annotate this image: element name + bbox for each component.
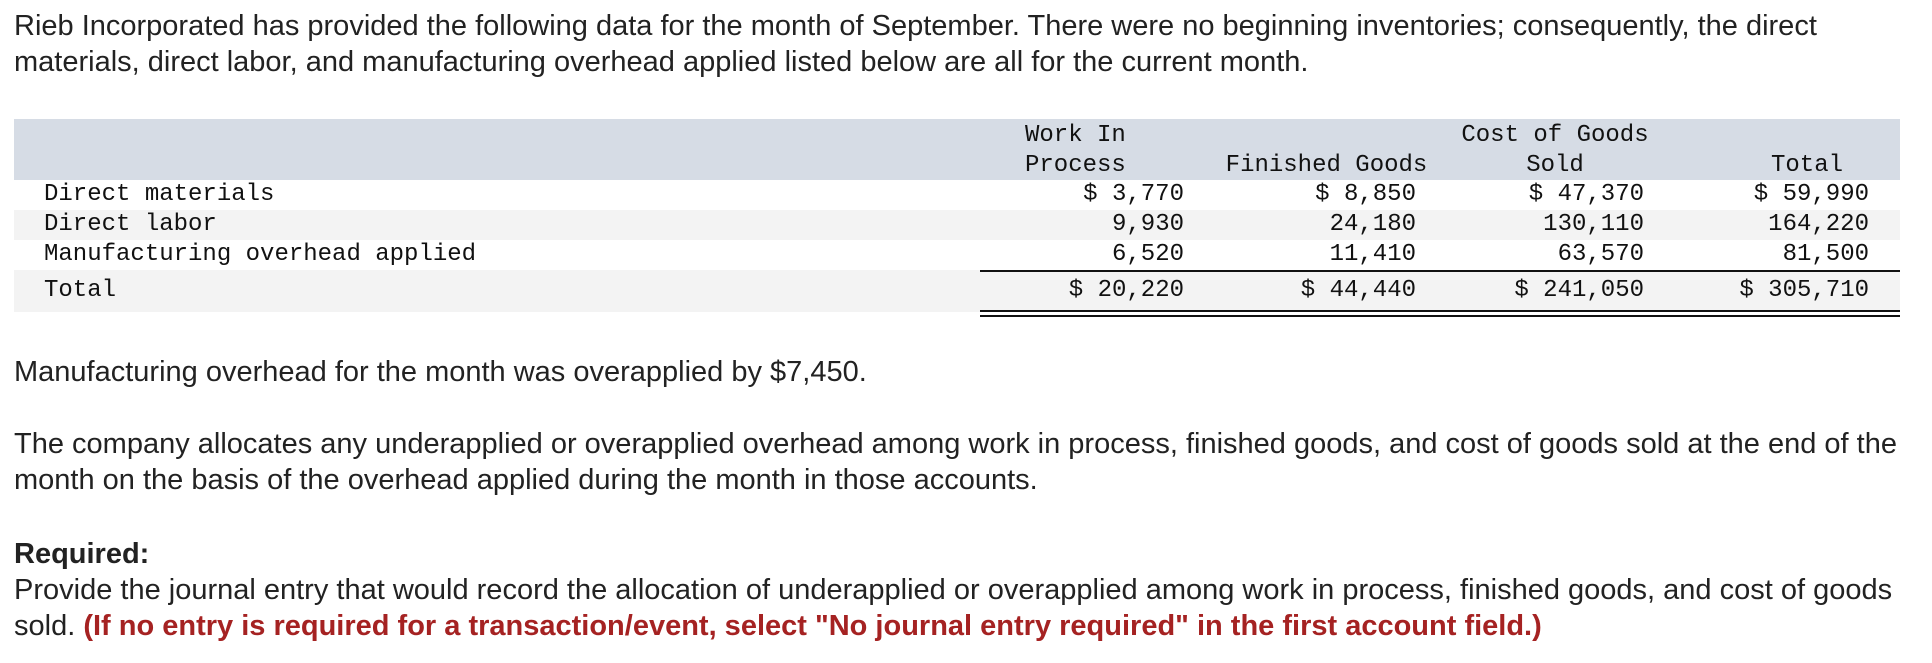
row-label: Direct labor — [44, 211, 217, 238]
table-total-row — [14, 270, 1900, 312]
header-finished-goods: Finished Goods — [1225, 152, 1428, 179]
cell-finished-goods: $ 8,850 — [1315, 181, 1416, 208]
total-wip: $ 20,220 — [1068, 277, 1184, 304]
table-header — [14, 119, 1900, 180]
total-finished-goods: $ 44,440 — [1300, 277, 1416, 304]
table-row — [14, 180, 1900, 210]
total-cogs: $ 241,050 — [1514, 277, 1644, 304]
cell-cogs: $ 47,370 — [1528, 181, 1644, 208]
required-text: Provide the journal entry that would record the allocation of underapplied or overapplied among work in process, finished goods, and cost of goods sold. — [14, 574, 1893, 642]
cell-finished-goods: 11,410 — [1329, 241, 1416, 268]
cell-total: 164,220 — [1768, 211, 1869, 238]
header-work-in-process: Work In Process — [1025, 122, 1126, 179]
row-label: Direct materials — [44, 181, 275, 208]
cell-total: $ 59,990 — [1753, 181, 1869, 208]
cell-wip: $ 3,770 — [1083, 181, 1184, 208]
total-label: Total — [44, 277, 117, 304]
cell-cogs: 130,110 — [1543, 211, 1644, 238]
required-note: (If no entry is required for a transaction/event, select "No journal entry required" in the first account field.) — [83, 610, 1542, 642]
overapplied-statement: Manufacturing overhead for the month was overapplied by $7,450. — [14, 356, 867, 388]
total-double-rule — [980, 310, 1900, 317]
cell-wip: 6,520 — [1111, 241, 1184, 268]
cell-wip: 9,930 — [1111, 211, 1184, 238]
cost-data-table — [14, 119, 1900, 312]
total-total: $ 305,710 — [1739, 277, 1869, 304]
required-paragraph — [14, 572, 1914, 644]
allocation-paragraph: The company allocates any underapplied or overapplied overhead among work in process, finished goods, and cost of goods sold at the end of the month on the basis of the overhead applied during the month in those accounts. — [14, 428, 1897, 496]
table-row — [14, 240, 1900, 270]
row-label: Manufacturing overhead applied — [44, 241, 477, 268]
intro-paragraph: Rieb Incorporated has provided the following data for the month of September. There were no beginning inventories; consequently, the direct materials, direct labor, and manufacturing overhead applied listed below are all for the current month. — [14, 10, 1817, 78]
header-cost-of-goods-sold: Cost of Goods Sold — [1461, 122, 1649, 179]
cell-total: 81,500 — [1782, 241, 1869, 268]
required-heading: Required: — [14, 538, 150, 570]
header-total: Total — [1770, 152, 1843, 179]
cell-finished-goods: 24,180 — [1329, 211, 1416, 238]
cell-cogs: 63,570 — [1557, 241, 1644, 268]
table-row — [14, 210, 1900, 240]
